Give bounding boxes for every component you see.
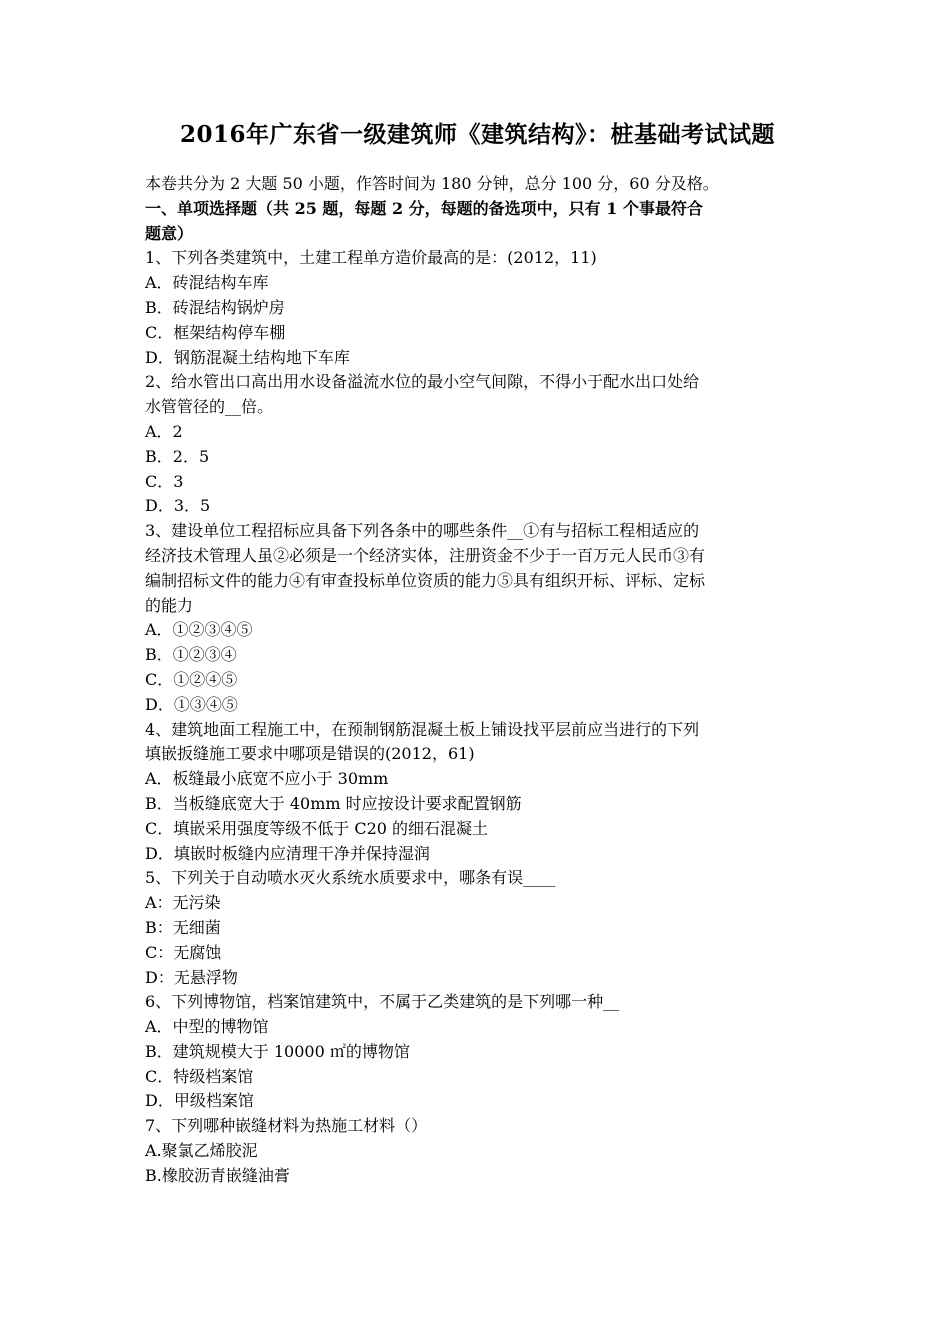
document-page xyxy=(145,118,810,1189)
answer-option: B．砖混结构锅炉房 xyxy=(145,297,285,317)
question-stem: 3、建设单位工程招标应具备下列各条中的哪些条件__①有与招标工程相适应的 xyxy=(145,521,700,541)
document-title: 2016年广东省一级建筑师《建筑结构》：桩基础考试试题 xyxy=(179,121,775,148)
answer-option: C．3 xyxy=(145,471,184,491)
answer-option: C．①②④⑤ xyxy=(145,669,238,689)
answer-option: A．砖混结构车库 xyxy=(145,273,269,293)
section-heading-cont: 题意） xyxy=(145,223,194,243)
question-stem: 6、下列博物馆，档案馆建筑中，不属于乙类建筑的是下列哪一种__ xyxy=(145,992,620,1012)
answer-option: D．填嵌时板缝内应清理干净并保持湿润 xyxy=(145,843,430,863)
answer-option: D．甲级档案馆 xyxy=(145,1091,254,1111)
exam-intro: 本卷共分为 2 大题 50 小题，作答时间为 180 分钟，总分 100 分，60 分及格。 xyxy=(145,174,719,193)
answer-option: B．2．5 xyxy=(145,446,210,466)
question-item xyxy=(145,866,810,990)
question-stem: 1、下列各类建筑中，土建工程单方造价最高的是：(2012，11) xyxy=(145,248,597,268)
question-stem: 水管管径的__倍。 xyxy=(145,397,274,417)
question-item xyxy=(145,246,810,370)
answer-option: D．钢筋混凝土结构地下车库 xyxy=(145,347,350,367)
section-heading: 一、单项选择题（共 25 题，每题 2 分，每题的备选项中，只有 1 个事最符合 xyxy=(145,198,703,218)
answer-option: D．3．5 xyxy=(145,496,211,516)
answer-option: A．①②③④⑤ xyxy=(145,620,253,640)
answer-option: B．建筑规模大于 10000 ㎡的博物馆 xyxy=(145,1041,410,1061)
question-item xyxy=(145,370,810,519)
answer-option: A．2 xyxy=(145,421,183,441)
question-item xyxy=(145,519,810,717)
answer-option: B：无细菌 xyxy=(145,917,221,937)
question-stem: 的能力 xyxy=(145,595,194,615)
answer-option: D．①③④⑤ xyxy=(145,694,238,714)
answer-option: C．填嵌采用强度等级不低于 C20 的细石混凝土 xyxy=(145,818,489,838)
question-item xyxy=(145,990,810,1114)
answer-option: B．当板缝底宽大于 40mm 时应按设计要求配置钢筋 xyxy=(145,793,522,813)
answer-option: A．中型的博物馆 xyxy=(145,1017,269,1037)
answer-option: A．板缝最小底宽不应小于 30mm xyxy=(145,769,389,789)
question-stem: 经济技术管理人虽②必须是一个经济实体，注册资金不少于一百万元人民币③有 xyxy=(145,545,706,565)
question-stem: 填嵌扳缝施工要求中哪项是错误的(2012，61) xyxy=(145,744,475,764)
answer-option: A.聚氯乙烯胶泥 xyxy=(145,1141,258,1161)
question-stem: 编制招标文件的能力④有审查投标单位资质的能力⑤具有组织开标、评标、定标 xyxy=(145,570,706,590)
answer-option: D：无悬浮物 xyxy=(145,967,238,987)
answer-option: B.橡胶沥青嵌缝油膏 xyxy=(145,1165,290,1185)
question-stem: 2、给水管出口高出用水设备溢流水位的最小空气间隙，不得小于配水出口处给 xyxy=(145,372,700,392)
question-list xyxy=(145,246,810,1188)
question-stem: 5、下列关于自动喷水灭火系统水质要求中，哪条有误____ xyxy=(145,868,556,888)
answer-option: A：无污染 xyxy=(145,893,221,913)
question-stem: 4、建筑地面工程施工中，在预制钢筋混凝土板上铺设找平层前应当进行的下列 xyxy=(145,719,700,739)
answer-option: C：无腐蚀 xyxy=(145,942,222,962)
question-item xyxy=(145,1114,810,1188)
answer-option: B．①②③④ xyxy=(145,645,237,665)
answer-option: C．特级档案馆 xyxy=(145,1066,254,1086)
question-item xyxy=(145,718,810,867)
answer-option: C．框架结构停车棚 xyxy=(145,322,286,342)
question-stem: 7、下列哪种嵌缝材料为热施工材料（） xyxy=(145,1116,428,1136)
